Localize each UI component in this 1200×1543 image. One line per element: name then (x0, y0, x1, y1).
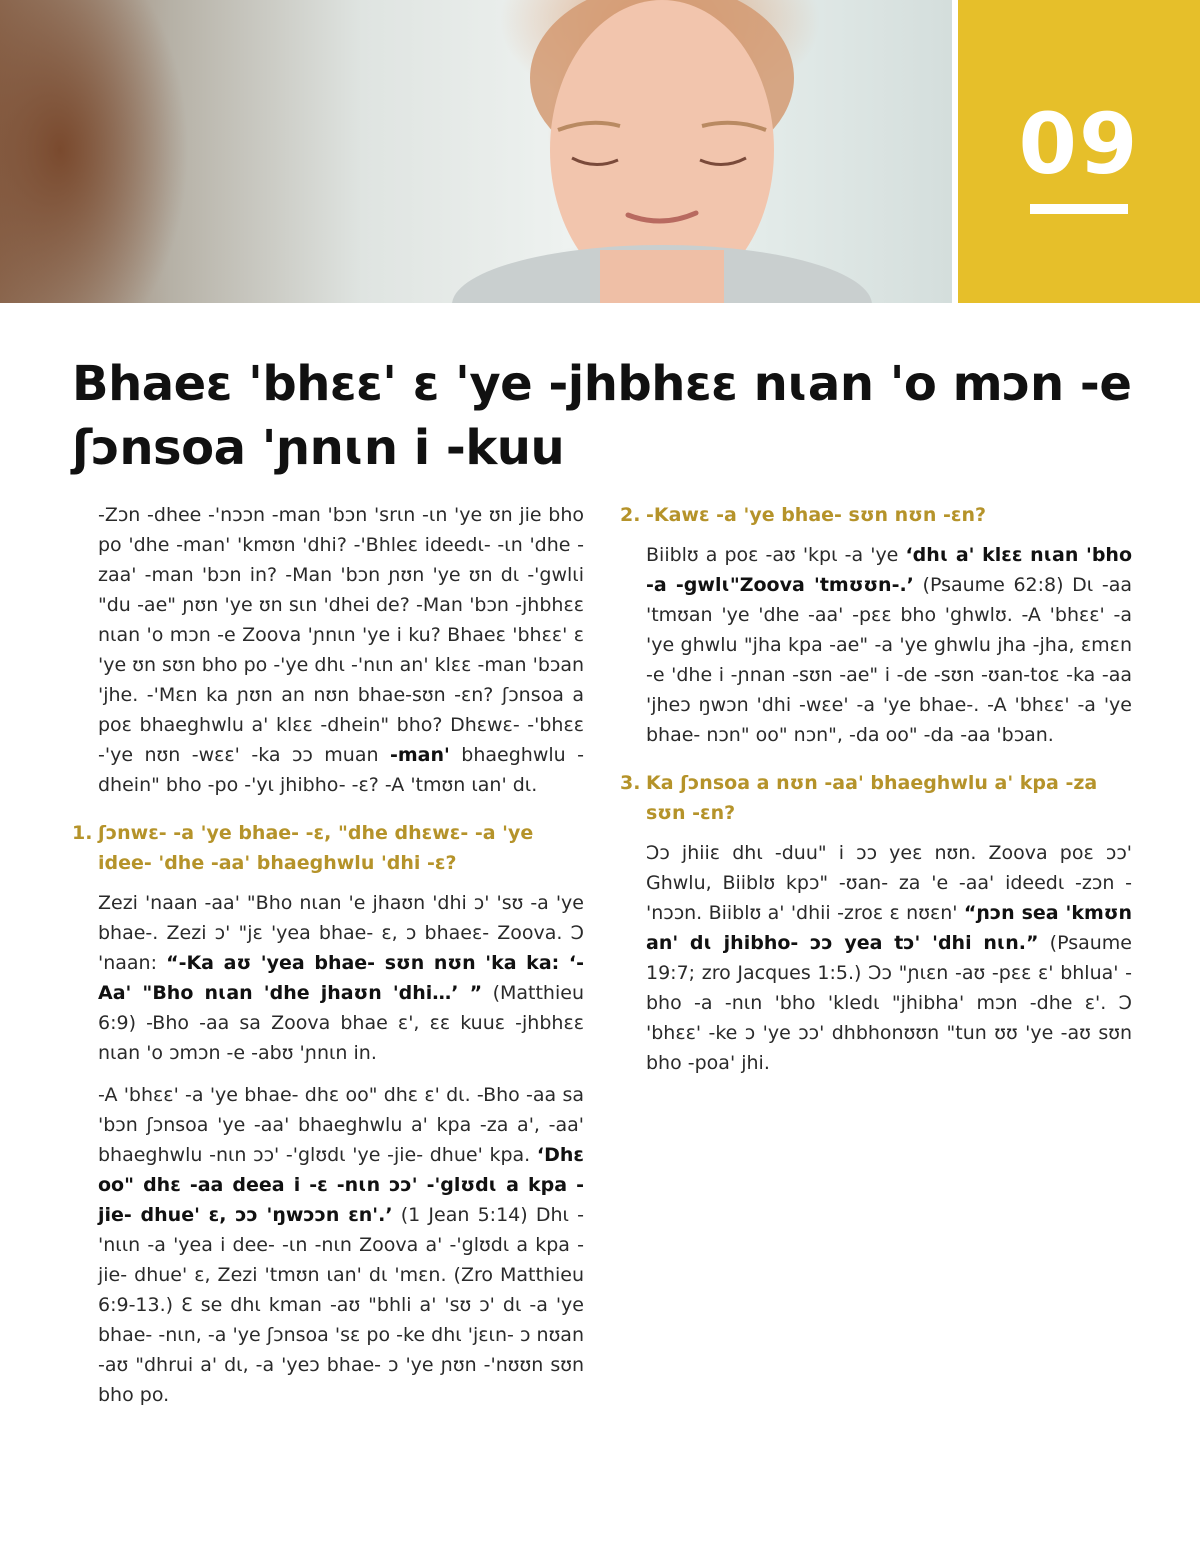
woman-portrait-image (0, 0, 952, 303)
question-2-title: -Kawɛ -a 'ye bhae- sʊn nʊn -ɛn? (646, 504, 987, 526)
chapter-number: 09 (1018, 95, 1140, 193)
page-title: Bhaeɛ 'bhɛɛ' ɛ 'ye -jhbhɛɛ nɩan 'o mɔn -e ʃɔnsoa 'ɲnɩn i -kuu (72, 356, 1132, 476)
question-1-paragraph-1: Zezi 'naan -aa' "Bho nɩan 'e jhaʊn 'dhi ɔ' 'sʊ -a 'ye bhae-. Zezi ɔ' "jɛ 'yea bhae- ɛ, ɔ bhaeɛ- Zoova. Ɔ 'naan: “-Ka aʊ 'yea bhae- sʊn nʊn 'ka ka: ‘-Aa' "Bho nɩan 'dhe jhaʊn 'dhi…’ ” (Matthieu 6:9) -Bho -aa sa Zoova bhae ɛ', ɛɛ kuuɛ -jhbhɛɛ nɩan 'o ɔmɔn -e -abʊ 'ɲnɩn in. (98, 892, 584, 1064)
question-1-title: ʃɔnwɛ- -a 'ye bhae- -ɛ, "dhe dhɛwɛ- -a 'ye idee- 'dhe -aa' bhaeghwlu 'dhi -ɛ? (98, 822, 534, 874)
chapter-underline (1030, 204, 1128, 214)
question-3-paragraph: Ɔɔ jhiiɛ dhɩ -duu" i ɔɔ yeɛ nʊn. Zoova poɛ ɔɔ' Ghwlu, Biiblʊ kpɔ" -ʊan- za 'e -aa' ideedɩ -zɔn -'nɔɔn. Biiblʊ a' 'dhii -zroɛ ɛ nʊɛn' “ɲɔn sea 'kmʊn an' dɩ jhibho- ɔɔ yea tɔ' 'dhi nɩn.” (Psaume 19:7; zro Jacques 1:5.) Ɔɔ "ɲɩɛn -aʊ -pɛɛ ɛ' bhlua' -bho -a -nɩn 'bho 'kledɩ "jhibha' mɔn -dhe ɛ'. Ɔ 'bhɛɛ' -ke ɔ 'ye ɔɔ' dhbhonʊʊn "tun ʊʊ 'ye -aʊ sʊn bho -poa' jhi. (646, 842, 1132, 1074)
question-3-title: Ka ʃɔnsoa a nʊn -aa' bhaeghwlu a' kpa -za sʊn -ɛn? (646, 772, 1098, 824)
question-3-heading (620, 768, 1132, 828)
question-1-paragraph-2: -A 'bhɛɛ' -a 'ye bhae- dhɛ oo" dhɛ ɛ' dɩ. -Bho -aa sa 'bɔn ʃɔnsoa 'ye -aa' bhaeghwlu a' kpa -za a', -aa' bhaeghwlu -nɩn ɔɔ' -'glʊdɩ 'ye -jie- dhue' kpa. ‘Dhɛ oo" dhɛ -aa deea i -ɛ -nɩn ɔɔ' -'glʊdɩ a kpa -jie- dhue' ɛ, ɔɔ 'ŋwɔɔn ɛn'.’ (1 Jean 5:14) Dhɩ -'nɩɩn -a 'yea i dee- -ɩn -nɩn Zoova a' -'glʊdɩ a kpa -jie- dhue' ɛ, Zezi 'tmʊn ɩan' dɩ 'mɛn. (Zro Matthieu 6:9-13.) Ɛ se dhɩ kman -aʊ "bhli a' 'sʊ ɔ' dɩ -a 'ye bhae- -nɩn, -a 'ye ʃɔnsoa 'sɛ po -ke dhɩ 'jɛɩn- ɔ nʊan -aʊ "dhrui a' dɩ, -a 'yeɔ bhae- ɔ 'ye ɲʊn -'nʊʊn sʊn bho po. (98, 1084, 584, 1406)
question-2-number: 2. (620, 504, 641, 526)
intro-paragraph: -Zɔn -dhee -'nɔɔn -man 'bɔn 'srɩn -ɩn 'ye ʊn jie bho po 'dhe -man' 'kmʊn 'dhi? -'Bhleɛ ideedɩ- -ɩn 'dhe -zaa' -man 'bɔn in? -Man 'bɔn ɲʊn 'ye ʊn dɩ -'gwlɩi "du -ae" ɲʊn 'ye ʊn sɩn 'dhei de? -Man 'bɔn -jhbhɛɛ nɩan 'o mɔn -e Zoova 'ɲnɩn 'ye i ku? Bhaeɛ 'bhɛɛ' ɛ 'ye ʊn sʊn bho po -'ye dhɩ -'nɩn an' klɛɛ -man 'bɔan 'jhe. -'Mɛn ka ɲʊn an nʊn bhae-sʊn -ɛn? ʃɔnsoa a poɛ bhaeghwlu a' klɛɛ -dhein" bho? Dhɛwɛ- -'bhɛɛ -'ye nʊn -wɛɛ' -ka ɔɔ muan -man' bhaeghwlu -dhein" bho -po -'yɩ jhibho- -ɛ? -A 'tmʊn ɩan' dɩ. (98, 504, 584, 796)
left-column (72, 500, 584, 1422)
question-3-number: 3. (620, 772, 641, 794)
question-2-paragraph: Biiblʊ a poɛ -aʊ 'kpɩ -a 'ye ‘dhɩ a' klɛɛ nɩan 'bho -a -gwlɩ"Zoova 'tmʊʊn-.’ (Psaume 62:8) Dɩ -aa 'tmʊan 'ye 'dhe -aa' -pɛɛ bho 'ghwlʊ. -A 'bhɛɛ' -a 'ye ghwlu "jha kpa -ae" -a 'ye ghwlu jha -jha, ɛmɛn -e 'dhe i -ɲnan -sʊn -ae" i -de -sʊn -ʊan-toɛ -ka -aa 'jheɔ ŋwɔn 'dhi -wɛe' -a 'ye bhae-. -A 'bhɛɛ' -a 'ye bhae- nɔn" oo" nɔn", -da oo" -da -aa 'bɔan. (646, 544, 1132, 746)
right-column (620, 500, 1132, 1090)
chapter-badge (958, 0, 1200, 303)
question-2-heading (620, 500, 1132, 530)
question-1-number: 1. (72, 822, 93, 844)
hero-photo (0, 0, 952, 303)
question-1-heading (72, 818, 584, 878)
